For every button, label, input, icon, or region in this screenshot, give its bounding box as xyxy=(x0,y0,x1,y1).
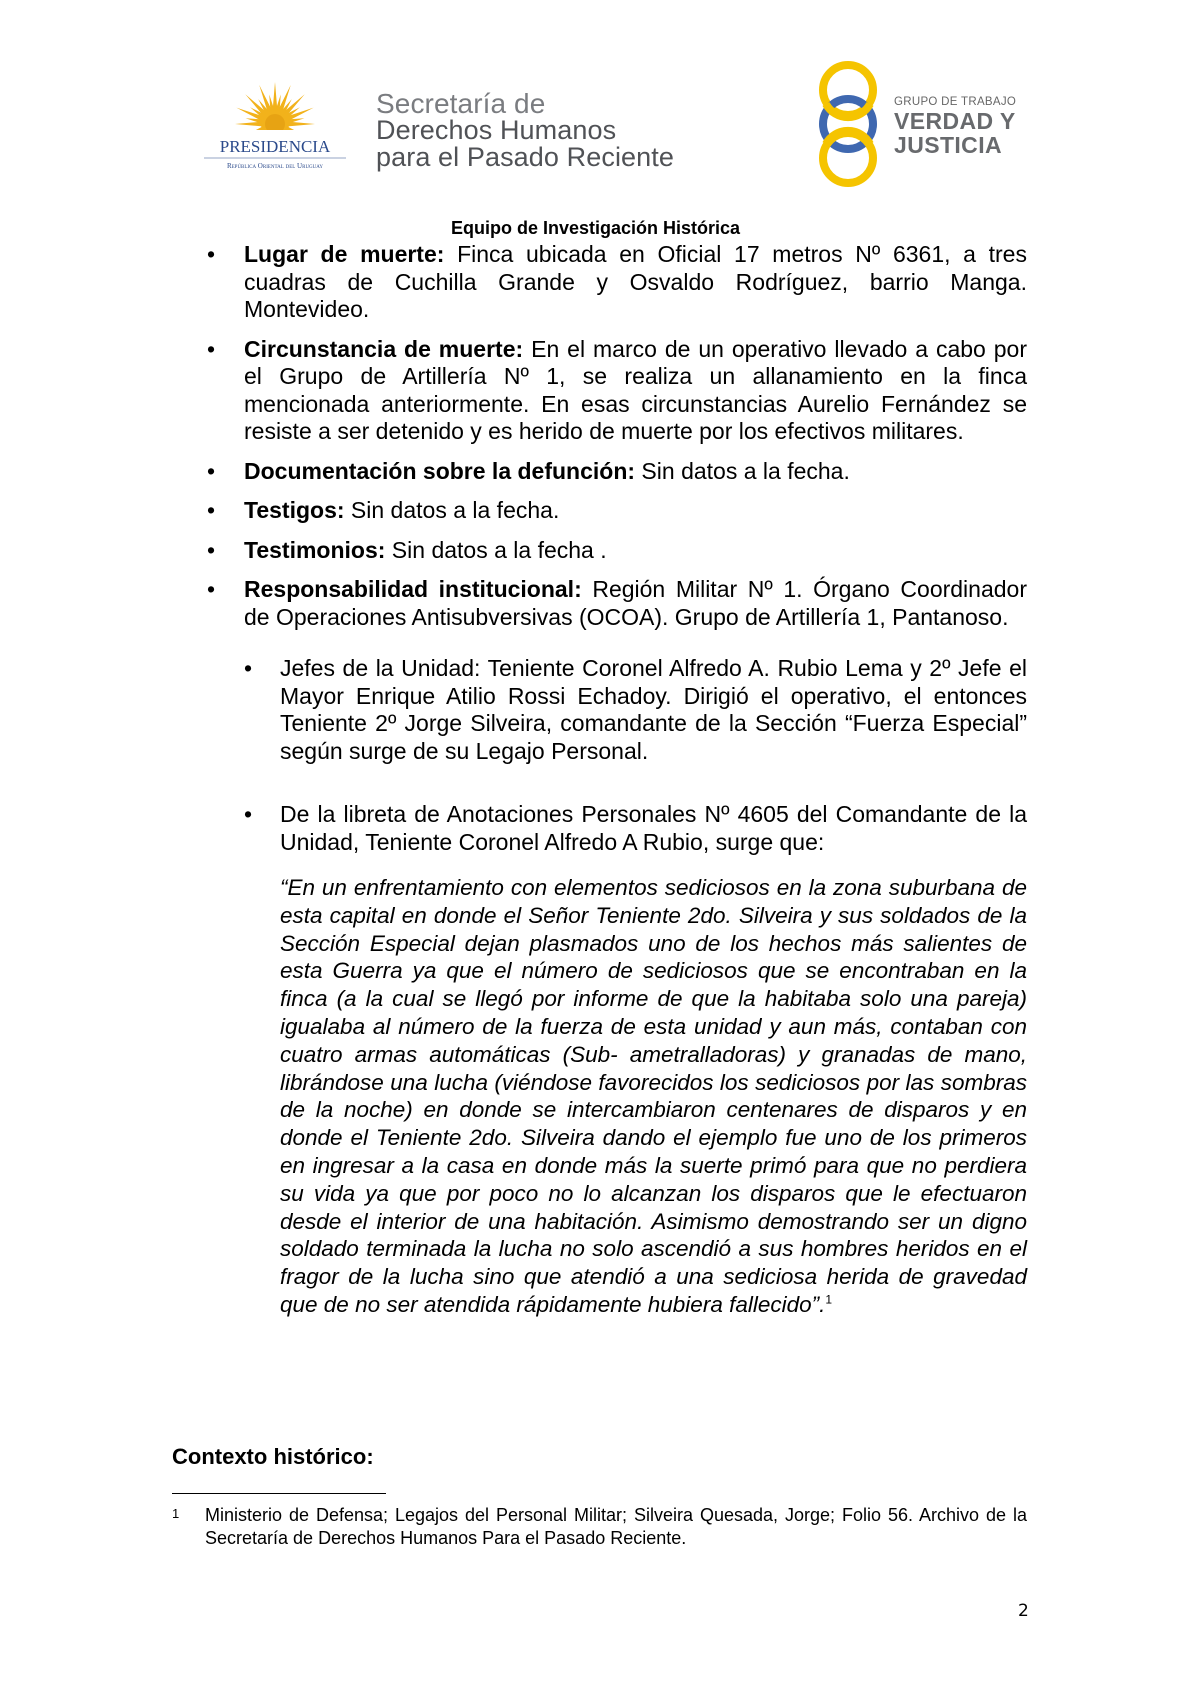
secretaria-logo xyxy=(376,90,706,171)
main-content xyxy=(172,241,1027,1319)
bullet-icon: • xyxy=(207,576,216,602)
footnote xyxy=(172,1504,1027,1550)
grupo-trabajo-logo xyxy=(808,60,1028,188)
presidencia-subtitle: República Oriental del Uruguay xyxy=(226,162,324,170)
item-label: Responsabilidad institucional: xyxy=(244,576,582,602)
item-text: Sin datos a la fecha. xyxy=(344,497,560,523)
item-text: Sin datos a la fecha. xyxy=(635,457,850,484)
grupo-trabajo-label: GRUPO DE TRABAJO xyxy=(894,96,1017,108)
sub-bullet-icon: • xyxy=(244,801,253,827)
list-item xyxy=(172,241,1027,324)
quote-text: “En un enfrentamiento con elementos sediciosos en la zona suburbana de esta capital en donde el Señor Teniente 2do. Silveira y sus soldados de la Sección Especial dejan plasmados uno de los hechos más salientes de esta Guerra ya que el número de sediciosos que se encontraban en la finca (a la cual se llegó por informe de que la habitaba solo una pareja) igualaba al número de la fuerza de esta unidad y aun más, contaban con cuatro armas automáticas (Sub- ametralladoras) y granadas de mano, librándose una lucha (viéndose favorecidos los sediciosos por las sombras de la noche) en donde se intercambiaron centenares de disparos y en donde el Teniente 2do. Silveira dando el ejemplo fue uno de los primeros en ingresar a la casa en donde más la suerte primó para que no perdiera su vida ya que por poco no lo alcanzan los disparos que le efectuaron desde el interior de una habitación. Asimismo demostrando ser un digno soldado terminada la lucha no solo ascendió a sus hombres heridos en el fragor de la lucha sino que atendió a una sediciosa herida de gravedad que de no ser atendida rápidamente hubiera fallecido”. xyxy=(280,875,1027,1317)
sun-emblem-icon xyxy=(198,78,352,176)
item-text: Región Militar Nº 1. Órgano Coordinador de Operaciones Antisubversivas (OCOA). Grupo de Artillería 1, Pantanoso. xyxy=(244,576,1027,630)
item-label: Documentación sobre la defunción: xyxy=(244,457,636,484)
item-label: Testigos: xyxy=(244,497,345,523)
presidencia-title: PRESIDENCIA xyxy=(219,137,331,156)
interlocking-rings-icon xyxy=(808,60,898,188)
footnote-divider xyxy=(172,1493,386,1494)
item-text: Finca ubicada en Oficial 17 metros Nº 6361, a tres cuadras de Cuchilla Grande y Osvaldo Rodríguez, barrio Manga. Montevideo. xyxy=(244,241,1027,322)
footnote-text: Ministerio de Defensa; Legajos del Personal Militar; Silveira Quesada, Jorge; Folio 56. Archivo de la Secretaría de Derechos Humanos Para el Pasado Reciente. xyxy=(205,1505,1027,1548)
item-text: En el marco de un operativo llevado a cabo por el Grupo de Artillería Nº 1, se realiza un allanamiento en la finca mencionada anteriormente. En esas circunstancias Aurelio Fernández se resiste a ser detenido y es herido de muerte por los efectivos militares. xyxy=(244,335,1027,444)
bullet-icon: • xyxy=(207,457,216,484)
item-label: Circunstancia de muerte: xyxy=(244,335,524,362)
sub-item-text: Jefes de la Unidad: Teniente Coronel Alfredo A. Rubio Lema y 2º Jefe el Mayor Enrique Atilio Rossi Echadoy. Dirigió el operativo, el entonces Teniente 2º Jorge Silveira, comandante de la Sección “Fuerza Especial” según surge de su Legajo Personal. xyxy=(280,655,1027,764)
sub-item-text: De la libreta de Anotaciones Personales Nº 4605 del Comandante de la Unidad, Teniente Coronel Alfredo A Rubio, surge que: xyxy=(280,801,1027,855)
verdad-label: VERDAD Y xyxy=(894,108,1016,134)
list-item xyxy=(172,537,1027,565)
bullet-icon: • xyxy=(207,241,216,267)
item-label: Lugar de muerte: xyxy=(244,241,445,267)
footnote-ref[interactable]: 1 xyxy=(825,1292,833,1307)
quote-block xyxy=(172,874,1027,1319)
secretaria-line-1: Secretaría de xyxy=(376,88,546,119)
footnote-number: 1 xyxy=(172,1506,180,1521)
sub-list-item xyxy=(172,655,1027,765)
list-item xyxy=(172,497,1027,525)
presidencia-logo xyxy=(198,78,352,176)
list-item xyxy=(172,576,1027,631)
bullet-icon: • xyxy=(207,497,216,523)
secretaria-line-2: Derechos Humanos xyxy=(376,115,617,145)
sub-list-item xyxy=(172,801,1027,856)
bullet-icon: • xyxy=(207,536,216,563)
context-heading: Contexto histórico: xyxy=(172,1444,374,1469)
sub-bullet-icon: • xyxy=(244,655,253,681)
page-number: 2 xyxy=(1018,1601,1029,1621)
item-text: Sin datos a la fecha . xyxy=(385,536,607,563)
bullet-icon: • xyxy=(207,335,216,362)
section-heading: Equipo de Investigación Histórica xyxy=(450,218,741,238)
item-label: Testimonios: xyxy=(244,536,386,563)
list-item xyxy=(172,458,1027,486)
list-item xyxy=(172,336,1027,446)
justicia-label: JUSTICIA xyxy=(894,132,1002,158)
secretaria-line-3: para el Pasado Reciente xyxy=(376,142,674,172)
